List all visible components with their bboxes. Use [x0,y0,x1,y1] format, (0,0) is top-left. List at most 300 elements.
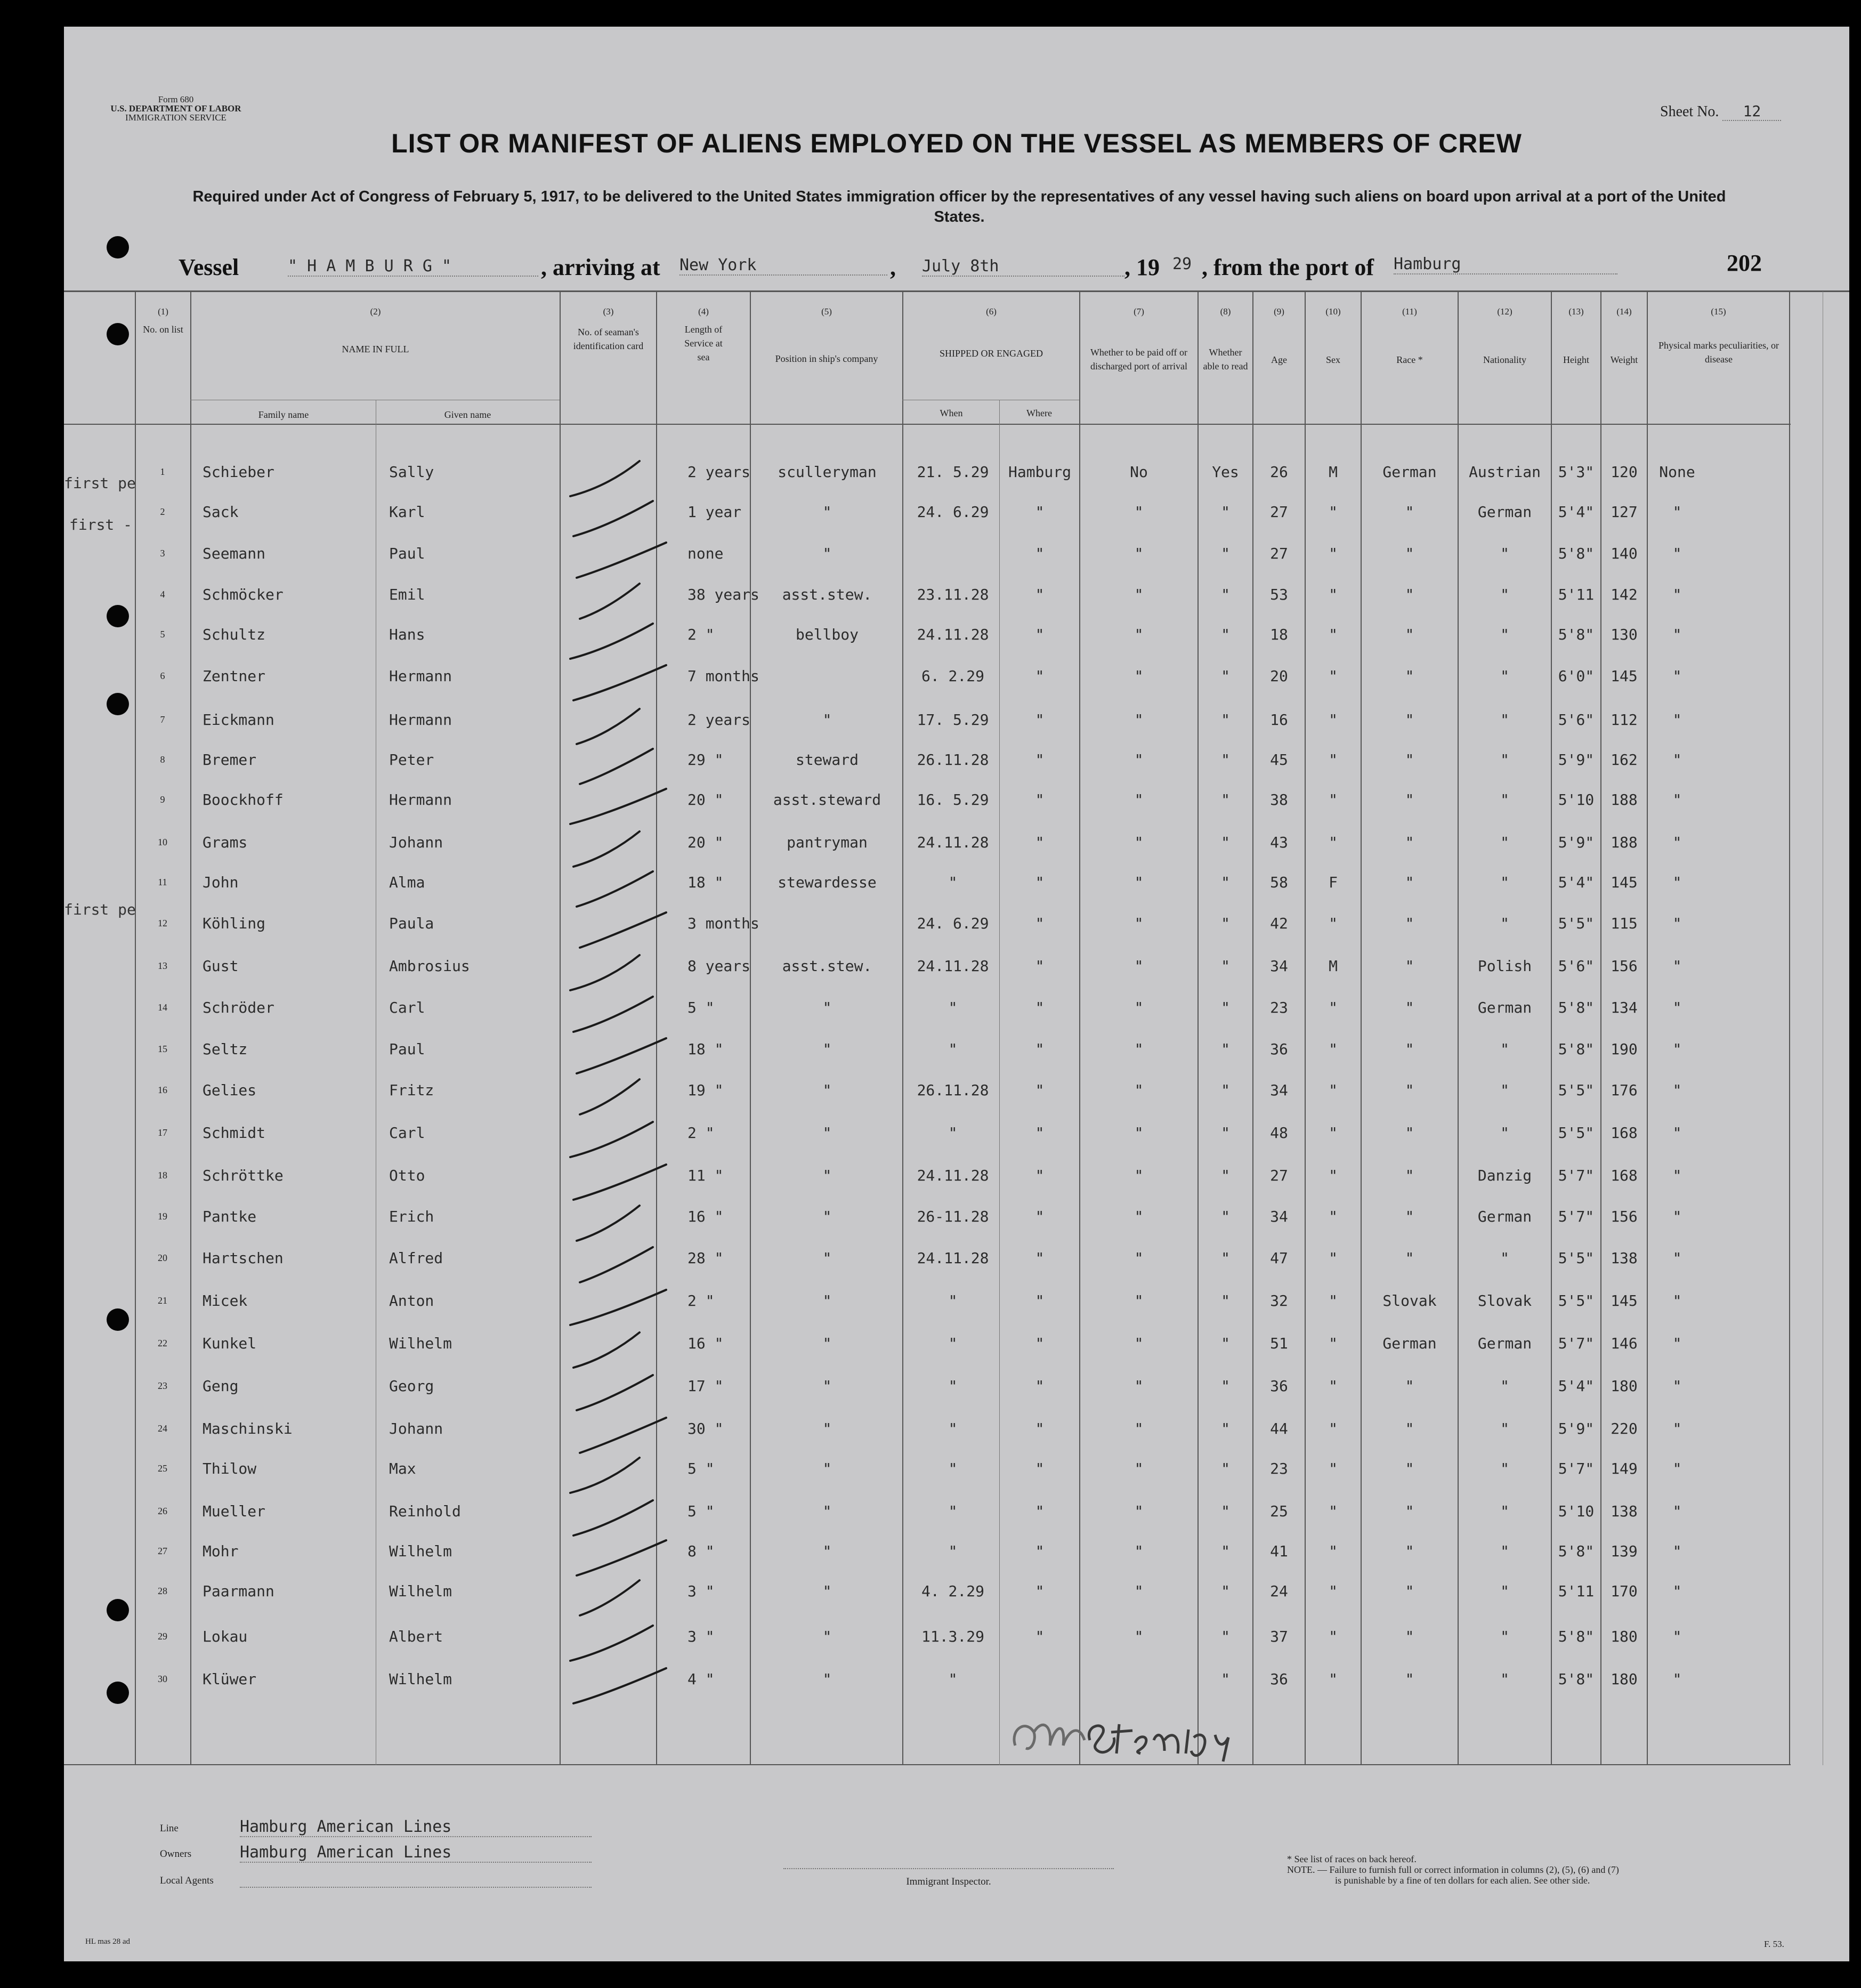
id-card-slash [570,1626,653,1661]
cell-where: " [1035,1292,1045,1310]
cell-nat: " [1500,586,1509,603]
cell-where: " [1035,791,1045,809]
cell-paid: " [1134,1502,1144,1520]
cell-family: Schröttke [203,1167,284,1184]
cell-nat: " [1500,1249,1509,1267]
cell-position: " [822,1335,832,1352]
col-15-number: (15) [1711,306,1726,317]
cell-family: Bremer [203,751,257,769]
col-10-header: Sex [1326,354,1340,365]
cell-position: " [822,1124,832,1142]
cell-race: " [1405,1208,1414,1225]
row-number: 14 [158,1002,167,1013]
cell-marks: " [1672,999,1682,1016]
cell-marks: " [1672,1208,1682,1225]
cell-paid: " [1134,1208,1144,1225]
cell-where: " [1035,503,1045,521]
cell-paid: " [1134,1081,1144,1099]
cell-family: Schultz [203,626,266,643]
margin-note: first pe [64,474,136,492]
cell-age: 34 [1270,957,1288,975]
cell-weight: 149 [1611,1460,1638,1477]
cell-nat: " [1500,1542,1509,1560]
cell-given: Hermann [389,711,452,729]
cell-sex: " [1329,1335,1338,1352]
cell-given: Georg [389,1377,434,1395]
cell-age: 36 [1270,1377,1288,1395]
cell-where: " [1035,1208,1045,1225]
cell-read: " [1221,1249,1230,1267]
cell-when: 24.11.28 [917,1167,989,1184]
cell-sex: " [1329,1377,1338,1395]
page-title: LIST OR MANIFEST OF ALIENS EMPLOYED ON THE VESSEL AS MEMBERS OF CREW [391,128,1522,158]
cell-service: 7 months [687,667,759,685]
cell-age: 23 [1270,1460,1288,1477]
cell-nat: " [1500,1377,1509,1395]
cell-race: " [1405,1460,1414,1477]
cell-service: 16 " [687,1208,724,1225]
cell-race: " [1405,957,1414,975]
cell-where: " [1035,1582,1045,1600]
id-card-slash [577,1540,666,1575]
cell-marks: " [1672,711,1682,729]
cell-given: Carl [389,999,425,1016]
cell-sex: " [1329,1081,1338,1099]
cell-height: 5'7" [1558,1208,1595,1225]
col-14-header: Weight [1610,354,1638,365]
cell-sex: " [1329,915,1338,932]
cell-marks: " [1672,1670,1682,1688]
cell-service: 16 " [687,1335,724,1352]
inspector-label: Immigrant Inspector. [906,1876,991,1887]
col-13-number: (13) [1568,306,1584,317]
cell-given: Emil [389,586,425,603]
cell-where: " [1035,915,1045,932]
cell-race: " [1405,1377,1414,1395]
cell-position: " [822,1167,832,1184]
cell-nat: " [1500,915,1509,932]
id-card-slash [570,789,666,824]
cell-given: Hermann [389,791,452,809]
cell-age: 36 [1270,1670,1288,1688]
cell-position: " [822,1628,832,1645]
cell-when: " [948,1670,958,1688]
cell-height: 5'11 [1558,1582,1595,1600]
id-card-slash [573,1165,666,1200]
cell-nat: " [1500,545,1509,562]
cell-marks: " [1672,1628,1682,1645]
cell-height: 5'7" [1558,1167,1595,1184]
cell-read: " [1221,1502,1230,1520]
cell-when: 6. 2.29 [921,667,984,685]
cell-weight: 170 [1611,1582,1638,1600]
punch-hole [107,1308,129,1331]
col-10-number: (10) [1325,306,1341,317]
cell-marks: " [1672,957,1682,975]
id-card-slash-marks [560,424,714,1767]
cell-family: Sack [203,503,239,521]
cell-read: " [1221,915,1230,932]
cell-family: Gelies [203,1081,257,1099]
cell-height: 5'5" [1558,915,1595,932]
cell-given: Karl [389,503,425,521]
cell-age: 36 [1270,1040,1288,1058]
cell-sex: " [1329,791,1338,809]
cell-position: " [822,1582,832,1600]
cell-sex: M [1329,463,1338,481]
cell-position: sculleryman [778,463,877,481]
cell-height: 5'4" [1558,503,1595,521]
from-port-label: , from the port of [1202,254,1374,280]
form-code: F. 53. [1764,1939,1784,1949]
cell-service: 19 " [687,1081,724,1099]
cell-marks: " [1672,1502,1682,1520]
cell-weight: 140 [1611,545,1638,562]
cell-family: Maschinski [203,1420,293,1437]
col-15-header: Physical marks peculiarities, or disease [1658,340,1779,365]
cell-weight: 134 [1611,999,1638,1016]
row-number: 15 [158,1044,167,1054]
cell-marks: " [1672,1542,1682,1560]
cell-read: " [1221,957,1230,975]
cell-position: " [822,1249,832,1267]
cell-marks: " [1672,1335,1682,1352]
cell-marks: " [1672,1167,1682,1184]
cell-paid: " [1134,586,1144,603]
cell-where: " [1035,874,1045,891]
cell-race: " [1405,915,1414,932]
cell-sex: " [1329,1249,1338,1267]
cell-when: " [948,1124,958,1142]
id-card-slash [580,912,666,948]
col-5-header: Position in ship's company [775,353,878,364]
cell-service: 29 " [687,751,724,769]
cell-height: 5'8" [1558,999,1595,1016]
cell-age: 27 [1270,545,1288,562]
cell-family: Hartschen [203,1249,284,1267]
col-3-number: (3) [603,306,614,317]
cell-position: " [822,1081,832,1099]
cell-marks: " [1672,1249,1682,1267]
punch-hole [107,236,129,258]
row-number: 11 [158,877,167,887]
col-6a-header: When [940,408,963,418]
row-number: 3 [160,548,165,559]
sheet-label: Sheet No. [1660,103,1719,120]
cell-where: " [1035,1542,1045,1560]
col-1-number: (1) [158,306,168,317]
cell-given: Wilhelm [389,1335,452,1352]
cell-where: " [1035,1460,1045,1477]
cell-when: 11.3.29 [921,1628,984,1645]
cell-where: " [1035,1124,1045,1142]
cell-read: " [1221,1670,1230,1688]
cell-service: 20 " [687,791,724,809]
cell-nat: Slovak [1477,1292,1532,1310]
cell-race: " [1405,503,1414,521]
cell-sex: " [1329,1124,1338,1142]
cell-family: Schmöcker [203,586,284,603]
cell-height: 5'7" [1558,1460,1595,1477]
cell-weight: 139 [1611,1542,1638,1560]
cell-family: Micek [203,1292,248,1310]
cell-when: 26.11.28 [917,751,989,769]
id-card-slash [570,1290,666,1325]
cell-read: " [1221,1335,1230,1352]
cell-position: " [822,999,832,1016]
cell-height: 5'5" [1558,1249,1595,1267]
cell-service: 38 years [687,586,759,603]
cell-race: " [1405,711,1414,729]
cell-age: 42 [1270,915,1288,932]
cell-marks: None [1659,463,1695,481]
stamp-number: 202 [1727,250,1762,276]
cell-read: " [1221,667,1230,685]
cell-when: 21. 5.29 [917,463,989,481]
sheet-number: 12 [1722,102,1781,121]
year-suffix: 29 [1172,255,1192,273]
cell-family: Seemann [203,545,266,562]
cell-marks: " [1672,1377,1682,1395]
cell-read: " [1221,626,1230,643]
row-number: 19 [158,1211,167,1222]
col-2-number: (2) [370,306,381,317]
cell-sex: F [1329,874,1338,891]
cell-service: 2 years [687,463,751,481]
cell-where: " [1035,1628,1045,1645]
cell-read: " [1221,791,1230,809]
cell-service: 3 " [687,1582,715,1600]
cell-weight: 180 [1611,1628,1638,1645]
cell-read: " [1221,834,1230,851]
arriving-label: , arriving at [541,254,660,280]
cell-weight: 176 [1611,1081,1638,1099]
id-card-slash [570,1458,640,1493]
cell-given: Ambrosius [389,957,470,975]
cell-service: 5 " [687,1502,715,1520]
cell-age: 53 [1270,586,1288,603]
cell-paid: " [1134,1420,1144,1437]
cell-position: " [822,1670,832,1688]
cell-height: 5'5" [1558,1081,1595,1099]
cell-position: " [822,1208,832,1225]
cell-marks: " [1672,1460,1682,1477]
cell-race: " [1405,1420,1414,1437]
id-card-slash [573,1500,653,1536]
cell-where: " [1035,626,1045,643]
row-number: 24 [158,1423,167,1434]
cell-given: Paula [389,915,434,932]
cell-given: Peter [389,751,434,769]
cell-family: Mueller [203,1502,266,1520]
cell-read: " [1221,1208,1230,1225]
id-card-slash [580,584,640,619]
cell-marks: " [1672,586,1682,603]
cell-family: Eickmann [203,711,274,729]
cell-read: Yes [1212,463,1239,481]
col-7-header: Whether to be paid off or discharged port of arrival [1090,347,1188,371]
cell-paid: No [1130,463,1148,481]
owners-label: Owners [160,1848,192,1860]
cell-marks: " [1672,874,1682,891]
cell-marks: " [1672,667,1682,685]
cell-weight: 145 [1611,874,1638,891]
cell-service: 5 " [687,999,715,1016]
cell-read: " [1221,999,1230,1016]
cell-family: Boockhoff [203,791,284,809]
id-card-slash [573,501,653,536]
cell-height: 5'8" [1558,1040,1595,1058]
cell-where: " [1035,834,1045,851]
cell-height: 5'9" [1558,1420,1595,1437]
cell-paid: " [1134,1582,1144,1600]
cell-sex: " [1329,1420,1338,1437]
cell-sex: " [1329,545,1338,562]
cell-age: 32 [1270,1292,1288,1310]
cell-height: 5'3" [1558,463,1595,481]
cell-family: Grams [203,834,248,851]
cell-where: " [1035,1502,1045,1520]
cell-paid: " [1134,874,1144,891]
cell-age: 58 [1270,874,1288,891]
id-card-slash [570,955,640,990]
row-number: 17 [158,1127,167,1138]
cell-given: Paul [389,1040,425,1058]
cell-paid: " [1134,626,1144,643]
cell-service: 17 " [687,1377,724,1395]
id-card-slash [573,665,666,700]
cell-given: Wilhelm [389,1582,452,1600]
cell-when: 24.11.28 [917,834,989,851]
cell-race: Slovak [1382,1292,1437,1310]
cell-when: " [948,1420,958,1437]
cell-given: Hermann [389,667,452,685]
cell-family: Zentner [203,667,266,685]
cell-where: " [1035,999,1045,1016]
cell-sex: " [1329,1040,1338,1058]
row-number: 18 [158,1170,167,1181]
cell-age: 51 [1270,1335,1288,1352]
cell-read: " [1221,1377,1230,1395]
row-number: 10 [158,837,167,847]
cell-sex: " [1329,834,1338,851]
cell-paid: " [1134,667,1144,685]
cell-given: Albert [389,1628,443,1645]
table-top-rule [64,290,1849,292]
cell-sex: " [1329,1292,1338,1310]
cell-nat: " [1500,667,1509,685]
cell-paid: " [1134,1335,1144,1352]
cell-weight: 130 [1611,626,1638,643]
col-13-header: Height [1563,354,1589,365]
cell-height: 5'4" [1558,1377,1595,1395]
cell-given: Hans [389,626,425,643]
form-number: Form 680 [158,94,194,104]
cell-service: 8 years [687,957,751,975]
cell-sex: " [1329,711,1338,729]
cell-when: 24. 6.29 [917,503,989,521]
cell-when: 24. 6.29 [917,915,989,932]
col-3-header: No. of seaman's identification card [573,327,644,351]
cell-weight: 127 [1611,503,1638,521]
cell-paid: " [1134,791,1144,809]
cell-sex: M [1329,957,1338,975]
cell-sex: " [1329,1167,1338,1184]
cell-service: 2 " [687,1124,715,1142]
cell-nat: " [1500,751,1509,769]
cell-paid: " [1134,834,1144,851]
cell-given: Sally [389,463,434,481]
cell-weight: 142 [1611,586,1638,603]
row-number: 13 [158,960,167,971]
cell-given: Wilhelm [389,1670,452,1688]
cell-when: 24.11.28 [917,626,989,643]
id-card-slash [580,1418,666,1453]
cell-race: " [1405,545,1414,562]
cell-position: " [822,1460,832,1477]
cell-age: 41 [1270,1542,1288,1560]
cell-where: " [1035,1167,1045,1184]
cell-given: Erich [389,1208,434,1225]
cell-when: 16. 5.29 [917,791,989,809]
cell-weight: 168 [1611,1167,1638,1184]
cell-race: " [1405,834,1414,851]
row-number: 22 [158,1338,167,1348]
row-number: 5 [160,629,165,640]
cell-nat: " [1500,1124,1509,1142]
cell-paid: " [1134,1377,1144,1395]
punch-hole [107,605,129,627]
cell-nat: " [1500,834,1509,851]
cell-family: Köhling [203,915,266,932]
cell-age: 16 [1270,711,1288,729]
punch-hole [107,1682,129,1704]
cell-given: Alfred [389,1249,443,1267]
cell-race: " [1405,999,1414,1016]
col-6b-header: Where [1026,408,1052,418]
page-subtitle: Required under Act of Congress of February 5, 1917, to be delivered to the United States immigration officer by the representatives of any vessel having such aliens on board upon arrival at a port of the United States. [192,188,1726,225]
cell-read: " [1221,874,1230,891]
col-2b-header: Given name [444,409,491,420]
cell-age: 20 [1270,667,1288,685]
cell-service: 18 " [687,874,724,891]
id-card-slash [580,1247,653,1282]
cell-when: " [948,874,958,891]
cell-when: 26.11.28 [917,1081,989,1099]
cell-family: Klüwer [203,1670,257,1688]
cell-sex: " [1329,667,1338,685]
cell-weight: 145 [1611,667,1638,685]
row-number: 2 [160,506,165,517]
cell-age: 43 [1270,834,1288,851]
cell-where: " [1035,1081,1045,1099]
cell-age: 24 [1270,1582,1288,1600]
cell-race: " [1405,586,1414,603]
cell-where: " [1035,957,1045,975]
cell-given: Johann [389,834,443,851]
cell-nat: " [1500,1628,1509,1645]
cell-paid: " [1134,915,1144,932]
cell-position: " [822,1040,832,1058]
cell-race: " [1405,791,1414,809]
row-number: 6 [160,670,165,681]
cell-when: 4. 2.29 [921,1582,984,1600]
cell-height: 5'6" [1558,711,1595,729]
cell-where: Hamburg [1008,463,1071,481]
cell-position: asst.stew. [782,957,872,975]
cell-sex: " [1329,1460,1338,1477]
punch-hole [107,693,129,715]
